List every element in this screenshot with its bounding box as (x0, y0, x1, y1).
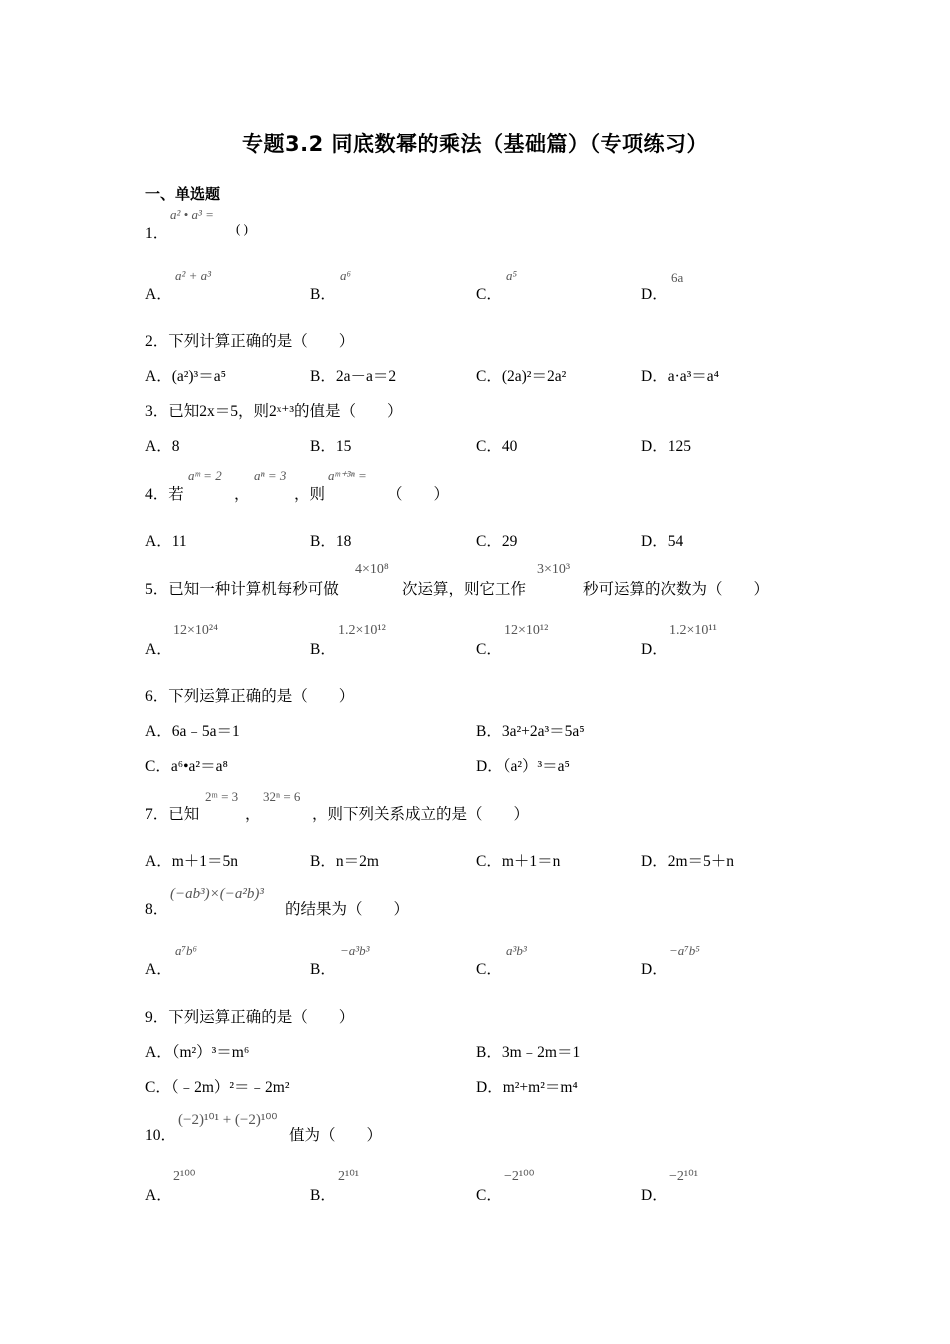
question-10-expression: (−2)¹⁰¹ + (−2)¹⁰⁰ (178, 1112, 278, 1128)
question-5-text-2: 次运算，则它工作 (402, 581, 527, 598)
q1-option-a-label: A． (145, 286, 172, 303)
question-1-paren: ( ) (236, 221, 248, 236)
q5-option-b: 1.2×10¹² (338, 623, 386, 638)
question-1-expression: a² • a³ = (170, 207, 214, 222)
q5-option-b-label: B． (310, 641, 336, 658)
q1-option-b: a⁶ (340, 268, 352, 283)
question-9-text: 9．下列运算正确的是（ ） (145, 1009, 355, 1026)
q4-option-b: B．18 (310, 533, 352, 550)
q8-option-c-label: C． (476, 961, 502, 978)
q2-option-c: C．(2a)²＝2a² (476, 368, 567, 385)
q1-option-d: 6a (671, 270, 684, 285)
q8-option-a: a⁷b⁶ (175, 943, 198, 958)
q2-option-a: A．(a²)³＝a⁵ (145, 368, 226, 385)
q9-option-a: A．（m²）³＝m⁶ (145, 1044, 250, 1061)
q9-option-c: C．（﹣2m）²＝﹣2m² (145, 1079, 290, 1096)
question-4-paren: （ ） (387, 486, 450, 503)
q10-option-d: −2¹⁰¹ (669, 1169, 698, 1184)
question-7-number: 7．已知 (145, 806, 200, 823)
q1-option-c-label: C． (476, 286, 502, 303)
q1-option-d-label: D． (641, 286, 668, 303)
question-10-tail: 值为（ ） (289, 1127, 383, 1144)
question-4-expression-3: aᵐ⁺³ⁿ = (328, 468, 367, 483)
question-4-comma-1: ， (234, 486, 250, 503)
question-7-tail: ，则下列关系成立的是（ ） (312, 806, 530, 823)
question-7-expression-1: 2ᵐ = 3 (205, 789, 239, 804)
q8-option-d: −a⁷b⁵ (669, 943, 700, 958)
question-10-number: 10． (145, 1127, 177, 1144)
q10-option-a-label: A． (145, 1187, 172, 1204)
q7-option-d: D．2m＝5＋n (641, 853, 735, 870)
question-8-tail: 的结果为（ ） (285, 901, 410, 918)
q10-option-a: 2¹⁰⁰ (173, 1169, 196, 1184)
q1-option-a: a² + a³ (175, 268, 212, 283)
q4-option-c: C．29 (476, 533, 518, 550)
q1-option-b-label: B． (310, 286, 336, 303)
question-2-text: 2．下列计算正确的是（ ） (145, 333, 355, 350)
q2-option-b: B．2a－a＝2 (310, 368, 397, 385)
q10-option-c: −2¹⁰⁰ (504, 1169, 535, 1184)
q5-option-d-label: D． (641, 641, 668, 658)
question-4-comma-2: ，则 (294, 486, 326, 503)
question-4-expression-2: aⁿ = 3 (254, 468, 287, 483)
question-7-expression-2: 32ⁿ = 6 (263, 789, 301, 804)
q3-option-d: D．125 (641, 438, 691, 455)
question-5-expression-1: 4×10⁸ (355, 562, 389, 577)
question-8-number: 8． (145, 901, 169, 918)
q7-option-a: A．m＋1＝5n (145, 853, 239, 870)
q8-option-b: −a³b³ (340, 943, 370, 958)
q9-option-b: B．3m﹣2m＝1 (476, 1044, 581, 1061)
q6-option-b: B．3a²+2a³＝5a⁵ (476, 723, 585, 740)
q6-option-a: A．6a﹣5a＝1 (145, 723, 240, 740)
question-7-comma: ， (245, 806, 261, 823)
question-1-number: 1． (145, 225, 169, 242)
q4-option-d: D．54 (641, 533, 684, 550)
q10-option-d-label: D． (641, 1187, 668, 1204)
q8-option-a-label: A． (145, 961, 172, 978)
q5-option-d: 1.2×10¹¹ (669, 623, 717, 638)
question-5-text-3: 秒可运算的次数为（ ） (583, 581, 770, 598)
question-3-text: 3．已知2x＝5，则2ˣ⁺³的值是（ ） (145, 403, 403, 420)
q3-option-b: B．15 (310, 438, 352, 455)
q7-option-b: B．n＝2m (310, 853, 379, 870)
q10-option-b-label: B． (310, 1187, 336, 1204)
q4-option-a: A．11 (145, 533, 187, 550)
q1-option-c: a⁵ (506, 268, 518, 283)
question-8-expression: (−ab³)×(−a²b)³ (170, 886, 264, 902)
q5-option-c: 12×10¹² (504, 623, 549, 638)
question-5-text-1: 5．已知一种计算机每秒可做 (145, 581, 339, 598)
q9-option-d: D．m²+m²＝m⁴ (476, 1079, 578, 1096)
question-4-expression-1: aᵐ = 2 (188, 468, 222, 483)
q8-option-b-label: B． (310, 961, 336, 978)
q5-option-a-label: A． (145, 641, 172, 658)
q10-option-c-label: C． (476, 1187, 502, 1204)
q6-option-c: C．a⁶•a²＝a⁸ (145, 758, 228, 775)
q7-option-c: C．m＋1＝n (476, 853, 561, 870)
q5-option-c-label: C． (476, 641, 502, 658)
question-6-text: 6．下列运算正确的是（ ） (145, 688, 355, 705)
q3-option-a: A．8 (145, 438, 180, 455)
question-5-expression-2: 3×10³ (537, 562, 571, 577)
q2-option-d: D．a·a³＝a⁴ (641, 368, 720, 385)
document-title: 专题3.2 同底数幂的乘法（基础篇）（专项练习） (241, 132, 708, 156)
q5-option-a: 12×10²⁴ (173, 623, 218, 638)
question-4-number: 4．若 (145, 486, 184, 503)
q8-option-c: a³b³ (506, 943, 527, 958)
q8-option-d-label: D． (641, 961, 668, 978)
q6-option-d: D．（a²）³＝a⁵ (476, 758, 570, 775)
section-heading: 一、单选题 (145, 185, 221, 203)
q3-option-c: C．40 (476, 438, 518, 455)
q10-option-b: 2¹⁰¹ (338, 1169, 360, 1184)
